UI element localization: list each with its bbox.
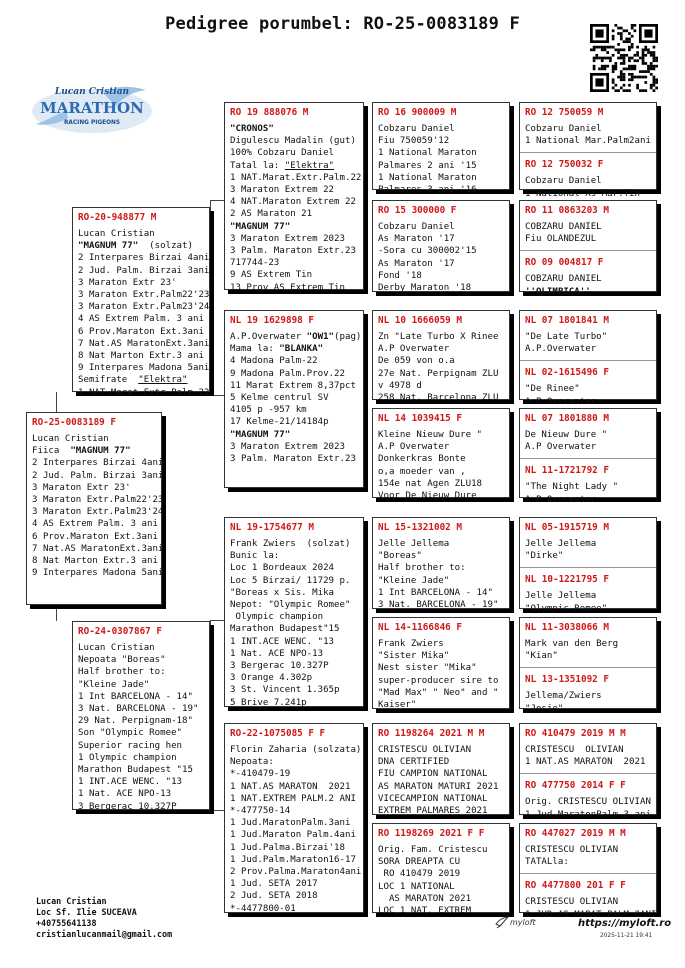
card-lines	[525, 221, 651, 245]
card-lines	[525, 844, 651, 868]
card-line: Orig. Fam. Cristescu	[378, 845, 488, 855]
card-line: 1 National Mar.Palm2ani	[525, 136, 651, 147]
ring-number: RO 11 0863203 M	[525, 205, 609, 216]
card-line: A.P Overwater	[525, 442, 597, 453]
card-line: 2 AS Maraton 21	[230, 209, 313, 220]
pedigree-card-dsd[interactable]	[372, 617, 510, 709]
card-line: "MAGNUM 77" (solzat)	[78, 241, 193, 252]
card-line: 1 National Maraton	[378, 148, 477, 159]
card-line: Cobzaru Daniel	[525, 124, 602, 134]
card-line: Zn "Late Turbo X Rinee	[378, 332, 499, 342]
card-line: Donkerkras Bonte	[378, 454, 466, 465]
pedigree-card-sss[interactable]	[372, 102, 510, 196]
card-line: "Boreas x Sis. Mika	[230, 587, 335, 598]
card-line: Lucan Cristian	[78, 229, 155, 239]
card-line: Cobzaru Daniel	[378, 124, 455, 134]
card-line: Orig. CRISTESCU OLIVIAN	[525, 797, 651, 808]
card-lines	[525, 429, 651, 453]
card-line: A.P Overwater	[525, 494, 597, 505]
card-line: 1 NAT.AS MARATON 2021	[525, 757, 646, 768]
ring-number: NL 14 1039415 F	[378, 413, 462, 424]
card-line: SORA DREAPTA CU	[378, 857, 461, 868]
card-line: 1 Jud.MaratonPalm.3ani	[230, 818, 351, 829]
card-line: "De Late Turbo"	[525, 332, 608, 342]
card-line: "Josje"	[525, 703, 564, 714]
card-line: "The Night Lady "	[525, 482, 619, 493]
card-line: 1 Jud.Maraton Palm.4ani	[230, 830, 356, 841]
card-lines	[378, 744, 504, 817]
card-line: *-477750-14	[230, 806, 291, 817]
card-line: 3 Nat. BARCELONA - 19"	[78, 704, 199, 715]
connector	[210, 620, 224, 621]
card-line: 5 Brive 7.241p	[230, 697, 307, 708]
card-lines	[378, 538, 504, 611]
card-line: 9 AS Extrem Tin	[230, 270, 313, 281]
card-line: AS MARATON 2021	[378, 893, 472, 904]
card-line: Marathon Budapest"15	[230, 624, 340, 635]
card-line: Son "Olympic Romee"	[78, 728, 183, 739]
pedigree-pair-g6[interactable]	[519, 617, 657, 714]
card-line: 3 Maraton Extr.Palm22'23	[78, 290, 210, 301]
site-link[interactable]: https://myloft.ro	[578, 918, 672, 929]
card-line: Mark van den Berg	[525, 639, 619, 649]
connector	[210, 395, 224, 396]
card-line: TATALla:	[525, 857, 569, 868]
card-lines	[378, 638, 504, 711]
card-line: "De Rinee"	[525, 384, 580, 395]
ring-number: NL 07 1801841 M	[525, 315, 609, 326]
card-line: Loc 1 Bordeaux 2024	[230, 563, 335, 574]
pedigree-card-dam[interactable]	[72, 621, 210, 810]
card-lines	[525, 538, 651, 562]
card-line: 1 Jud.Palm.Maraton16-17	[230, 854, 356, 865]
ring-number: RO 12 750059 M	[525, 107, 604, 118]
card-line: v 4978 d	[378, 380, 422, 391]
card-line: 5 Kelme centrul SV	[230, 393, 329, 404]
card-line: Loc 5 Birzai/ 11729 p.	[230, 575, 351, 586]
card-line: 4 NAT.Maraton Extrem 22	[230, 197, 356, 208]
card-line: 17 Kelme-21/14184p	[230, 417, 329, 428]
card-line: 100% Cobzaru Daniel	[230, 148, 335, 159]
card-line: Frank Zwiers	[378, 639, 444, 649]
card-line: 1 Nat. ACE NPO-13	[230, 648, 324, 659]
ring-number: RO 16 900009 M	[378, 107, 457, 118]
card-line: VICECAMPION NATIONAL	[378, 793, 488, 804]
card-lines	[525, 590, 651, 614]
card-line: 4 Madona Palm-22	[230, 356, 318, 367]
card-line: 9 Interpares Madona 5ani	[78, 363, 210, 374]
card-line: 4 AS Extrem Palm. 3 ani	[78, 314, 204, 325]
card-line: FIU CAMPION NATIONAL	[378, 769, 488, 780]
card-line: Nepoata:	[230, 757, 274, 768]
ring-number: NL 10-1221795 F	[525, 574, 609, 586]
card-lines	[525, 796, 651, 820]
card-line: Lucan Cristian	[32, 434, 109, 444]
card-line: 1 INT.ACE WENC. "13	[78, 777, 183, 788]
card-line: COBZARU DANIEL	[525, 222, 602, 232]
card-line: 29 Nat. Perpignam-18"	[78, 716, 193, 727]
card-line: CRISTESCU OLIVIAN	[525, 745, 624, 755]
ring-number: NL 14-1166846 F	[378, 622, 462, 633]
ring-number: NL 19-1754677 M	[230, 522, 314, 533]
card-lines	[378, 331, 504, 404]
card-line: Nepot: "Olympic Romee"	[230, 600, 351, 611]
card-line: Marathon Budapest "15	[78, 765, 193, 776]
pedigree-card-sire-dam[interactable]	[224, 310, 364, 488]
pair-divider	[520, 773, 656, 774]
card-line: Palmares 2 ani '15	[378, 160, 477, 171]
connector	[210, 810, 224, 811]
card-line: "MAGNUM 77"	[230, 221, 291, 232]
pedigree-pair-g1[interactable]	[519, 102, 657, 199]
card-line: 27e Nat. Perpignam ZLU	[378, 368, 499, 379]
card-line: "Olympic Romee"	[525, 603, 608, 614]
card-line: 9 Interpares Madona 5ani	[32, 568, 164, 579]
card-line: Half brother to:	[78, 667, 166, 678]
pedigree-pair-g2[interactable]	[519, 200, 657, 297]
card-line: "Boreas"	[378, 551, 422, 562]
print-date: 2025-11-21 19:41	[600, 933, 653, 939]
card-line: 3 Maraton Extr 23'	[78, 277, 177, 288]
card-line: super-producer sire to	[378, 675, 499, 686]
card-line: De 059 von o.a	[378, 356, 455, 367]
logo-line2: MARATHON	[40, 99, 144, 117]
card-line: 4 AS Extrem Palm. 3 ani	[32, 519, 158, 530]
card-line: 3 Orange 4.302p	[230, 673, 313, 684]
card-line: CRISTESCU OLIVIAN	[378, 745, 472, 755]
ring-number: RO 09 004817 F	[525, 257, 604, 269]
card-line: Fond '18	[378, 270, 422, 281]
card-line: A.P Overwater	[525, 396, 597, 407]
card-line: 2 Interpares Birzai 4ani	[78, 253, 210, 264]
card-lines	[525, 273, 651, 297]
card-line: "Mad Max" " Neo" and "	[378, 687, 499, 698]
logo	[28, 80, 158, 142]
ring-number: NL 15-1321002 M	[378, 522, 462, 533]
dove-icon	[494, 914, 510, 930]
ring-number: RO 1198269 2021 F F	[378, 828, 485, 839]
qr-code	[590, 24, 658, 92]
card-line: Frank Zwiers (solzat)	[230, 539, 351, 549]
card-line: Voor De Nieuw Dure	[378, 491, 477, 502]
ring-number: RO 4477800 201 F F	[525, 880, 626, 892]
card-line: 258 Nat. Barcelona ZLU	[378, 393, 499, 404]
card-line: "CRONOS"	[230, 124, 274, 134]
card-line: cristianlucanmail@gmail.com	[36, 929, 173, 939]
card-line: 1 Nat. ACE NPO-13	[78, 789, 172, 800]
card-line: 13 Prov AS Extrem Tin	[230, 282, 345, 293]
card-line: +40755641138	[36, 918, 97, 928]
card-line: EXTREM PALMARES 2021	[378, 806, 488, 817]
pedigree-card-dds[interactable]	[372, 723, 510, 815]
card-line: 1 NAT.Marat.Extr.Palm.22	[230, 172, 362, 183]
card-line: 8 Nat Marton Extr.3 ani	[32, 556, 158, 567]
card-line: Nepoata "Boreas"	[78, 655, 166, 666]
card-line: Jellema/Zwiers	[525, 691, 602, 702]
card-line: 1 NAT.Marat.Extr.Palm.22	[78, 387, 210, 398]
card-line: 1 Olympic champion	[78, 752, 177, 763]
ring-number: RO 1198264 2021 M M	[378, 728, 485, 739]
card-line: Florin Zaharia (solzata)	[230, 745, 362, 755]
card-line: Palmares 3 ani '16	[378, 185, 477, 196]
card-line: 2 Prov.Palma.Maraton4ani	[230, 867, 362, 878]
card-lines	[230, 744, 362, 915]
card-line: 3 Maraton Extr 23'	[32, 482, 131, 493]
pedigree-pair-g4[interactable]	[519, 408, 657, 505]
ring-number: RO 410479 2019 M M	[525, 728, 626, 739]
card-line: 717744-23	[230, 258, 280, 269]
pair-divider	[520, 567, 656, 568]
card-line: 3 Maraton Extr.Palm23'24	[32, 507, 164, 518]
card-line: Cobzaru Daniel	[525, 176, 602, 187]
card-line: 1 National Maraton	[378, 172, 477, 183]
logo-line3: RACING PIGEONS	[63, 120, 121, 126]
card-line: 1 INT.ACE WENC. "13	[230, 636, 335, 647]
card-line: Cobzaru Daniel	[378, 222, 455, 232]
card-line: *-410479-19	[230, 769, 291, 780]
card-line: -Sora cu 300002'15	[378, 246, 477, 257]
connector	[210, 620, 211, 810]
card-lines	[525, 331, 651, 355]
card-line: Kaiser"	[378, 700, 417, 711]
card-line: COBZARU DANIEL	[525, 274, 602, 285]
card-line: LOC 1 NAT. EXTREM	[378, 906, 472, 917]
card-line: CRISTESCU OLIVIAN	[525, 897, 619, 908]
card-line: 3 Maraton Extr.Palm22'23	[32, 495, 164, 506]
card-line: Kleine Nieuw Dure "	[378, 430, 483, 440]
card-line: Loc Sf. Ilie SUCEAVA	[36, 907, 137, 917]
card-line: 7 Nat.AS MaratonExt.3ani	[78, 338, 210, 349]
card-line: 3 St. Vincent 1.365p	[230, 685, 340, 696]
card-line: "Dirke"	[525, 551, 564, 562]
page-title: Pedigree porumbel: RO-25-0083189 F	[165, 14, 520, 34]
pedigree-pair-g7[interactable]	[519, 723, 657, 820]
card-line: A.P.Overwater "OW1"(pag)	[230, 332, 362, 342]
card-lines	[378, 123, 504, 196]
pedigree-card-dam-dam[interactable]	[224, 723, 364, 913]
card-line: Olympic champion	[230, 612, 324, 623]
card-line: De Nieuw Dure "	[525, 430, 608, 440]
card-line: Fiu 750059'12	[378, 136, 450, 147]
card-line: 6 Prov.Maraton Ext.3ani	[32, 531, 158, 542]
card-line: 8 Nat Marton Extr.3 ani	[78, 351, 204, 362]
logo-line1: Lucan Cristian	[54, 87, 130, 97]
card-line: "Kleine Jade"	[378, 575, 450, 586]
ring-number: RO-20-948877 M	[78, 212, 157, 223]
pedigree-card-ssd[interactable]	[372, 200, 510, 292]
card-line: 154e nat Agen ZLU18	[378, 478, 483, 489]
card-line: LOC 1 NATIONAL	[378, 881, 455, 892]
card-line: Bunic la:	[230, 551, 280, 562]
card-lines	[78, 642, 204, 813]
card-line: 2 Interpares Birzai 4ani	[32, 458, 164, 469]
connector	[56, 392, 57, 412]
card-lines	[525, 123, 651, 147]
card-line: 2 Jud. Palm. Birzai 3ani	[32, 470, 164, 481]
pedigree-pair-g5[interactable]	[519, 517, 657, 614]
card-line: A.P Overwater	[378, 442, 450, 453]
card-line: 9 Madona Palm.Prov.22	[230, 368, 345, 379]
card-line: Jelle Jellema	[525, 591, 597, 602]
card-line: 7 Nat.AS MaratonExt.3ani	[32, 543, 164, 554]
card-line: As Maraton '17	[378, 258, 455, 269]
pair-divider	[520, 250, 656, 251]
card-line: 3 Maraton Extrem 2023	[230, 233, 345, 244]
pedigree-card-sire-sire[interactable]	[224, 102, 364, 293]
card-line: Jelle Jellema	[525, 539, 597, 549]
card-lines	[525, 690, 651, 714]
ring-number: RO 19 888076 M	[230, 107, 309, 118]
card-line: 1 JUD.AS MARAT.PALM 3ANI	[525, 909, 657, 920]
ring-number: RO 477750 2014 F F	[525, 780, 626, 792]
brand-name: myloft	[510, 918, 536, 927]
card-line: ''OLIMPICA''	[525, 286, 591, 297]
pedigree-pair-g8[interactable]	[519, 823, 657, 920]
ring-number: NL 02-1615496 F	[525, 367, 609, 379]
pedigree-card-dam-sire[interactable]	[224, 517, 364, 707]
card-line: Half brother to:	[378, 563, 466, 574]
card-line: Derby Maraton '18	[378, 283, 472, 294]
card-line: 1 Jud.MaratonPalm.3 ani	[525, 809, 651, 820]
ring-number: NL 11-3038066 M	[525, 622, 609, 633]
card-lines	[230, 123, 362, 294]
card-line: 3 Palm. Maraton Extr.23	[230, 246, 356, 257]
ring-number: NL 05-1915719 M	[525, 522, 609, 533]
card-line: Nest sister "Mika"	[378, 663, 477, 674]
card-line: "MAGNUM 77"	[230, 429, 291, 440]
pedigree-card-sds[interactable]	[372, 310, 510, 404]
connector	[210, 200, 211, 395]
pedigree-card-sire[interactable]	[72, 207, 210, 398]
pair-divider	[520, 152, 656, 153]
card-line: Lucan Cristian	[78, 643, 155, 653]
card-lines	[32, 433, 164, 579]
card-line: 3 Nat. BARCELONA - 19"	[378, 600, 499, 611]
card-lines	[525, 383, 651, 407]
card-lines	[525, 744, 651, 768]
card-line: Fiica "MAGNUM 77"	[32, 446, 131, 457]
card-line: 3 Bergerac 10.327P	[230, 661, 329, 672]
card-lines	[230, 538, 358, 709]
card-lines	[78, 228, 210, 399]
ring-number: RO 15 300000 F	[378, 205, 457, 216]
card-line: 3 Maraton Extr.Palm23'24	[78, 302, 210, 313]
card-line: Digulescu Madalin (gut)	[230, 136, 356, 147]
pair-divider	[520, 667, 656, 668]
card-line: Semifrate "Elektra"	[78, 375, 188, 386]
card-line: DNA CERTIFIED	[378, 757, 450, 768]
card-line: A.P.Overwater	[525, 344, 597, 355]
card-line: 1 Jud.Palma.Birzai'18	[230, 842, 345, 853]
ring-number: NL 11-1721792 F	[525, 465, 609, 477]
card-lines	[230, 331, 362, 465]
ring-number: NL 19 1629898 F	[230, 315, 314, 326]
card-lines	[525, 638, 651, 662]
pair-divider	[520, 360, 656, 361]
pedigree-card-sdd[interactable]	[372, 408, 510, 502]
pedigree-pair-g3[interactable]	[519, 310, 657, 407]
card-line: 1 NAT.AS MARATON 2021	[230, 781, 351, 792]
card-line: RO 410479 2019	[378, 869, 461, 880]
card-line: 2 Jud. Palm. Birzai 3ani	[78, 265, 210, 276]
connector	[56, 605, 57, 621]
ring-number: NL 10 1666059 M	[378, 315, 462, 326]
card-line: o,a moeder van ,	[378, 466, 466, 477]
card-line: 3 Maraton Extrem 2023	[230, 441, 345, 452]
card-line: 3 Bergerac 10.327P	[78, 801, 177, 812]
pair-divider	[520, 873, 656, 874]
card-line: "Kleine Jade"	[78, 679, 150, 690]
card-line: 1 Int BARCELONA - 14"	[378, 587, 493, 598]
card-line: 1 Jud. SETA 2017	[230, 879, 318, 890]
card-line: 2 Jud. SETA 2018	[230, 891, 318, 902]
card-lines	[378, 221, 504, 294]
card-line: 1 Int BARCELONA - 14"	[78, 691, 193, 702]
card-line: "Sister Mika"	[378, 651, 450, 662]
card-line: Lucan Cristian	[36, 896, 107, 906]
card-line: 1 NAT.EXTREM PALM.2 ANI	[230, 793, 356, 804]
pedigree-card-subject[interactable]	[26, 412, 162, 605]
card-line: A.P Overwater	[378, 344, 450, 355]
ring-number: RO-22-1075085 F F	[230, 728, 326, 739]
card-line: Superior racing hen	[78, 740, 183, 751]
card-line: Fiu OLANDEZUL	[525, 234, 597, 245]
connector	[210, 200, 224, 201]
ring-number: RO 447027 2019 M M	[525, 828, 626, 839]
ring-number: NL 13-1351092 F	[525, 674, 609, 686]
card-line: Tatal la: "Elektra"	[230, 160, 335, 171]
card-line: As Maraton '17	[378, 234, 455, 245]
card-line: 3 Maraton Extrem 22	[230, 185, 335, 196]
ring-number: RO-25-0083189 F	[32, 417, 116, 428]
card-line: 6 Prov.Maraton Ext.3ani	[78, 326, 204, 337]
card-line: 3 Palm. Maraton Extr.23	[230, 454, 356, 465]
card-line: *-4477800-01	[230, 903, 296, 914]
card-line: "Kian"	[525, 651, 558, 662]
pedigree-card-dss[interactable]	[372, 517, 510, 609]
pedigree-card-ddd[interactable]	[372, 823, 510, 917]
card-line: 1 National As Mar.Tin	[525, 188, 640, 199]
pair-divider	[520, 458, 656, 459]
card-lines	[378, 844, 504, 917]
ring-number: NL 07 1801880 M	[525, 413, 609, 424]
card-lines	[525, 175, 651, 199]
card-line: 11 Marat Extrem 8,37pct	[230, 380, 356, 391]
card-line: 4105 p -957 km	[230, 405, 307, 416]
breeder-contact	[36, 896, 172, 940]
card-line: Jelle Jellema	[378, 539, 450, 549]
card-line: CRISTESCU OLIVIAN	[525, 845, 619, 855]
card-lines	[378, 429, 504, 502]
card-lines	[525, 481, 651, 505]
card-line: AS MARATON MATURI 2021	[378, 781, 499, 792]
ring-number: RO 12 750032 F	[525, 159, 604, 171]
ring-number: RO-24-0307867 F	[78, 626, 162, 637]
card-line: Mama la: "BLANKA"	[230, 344, 324, 355]
